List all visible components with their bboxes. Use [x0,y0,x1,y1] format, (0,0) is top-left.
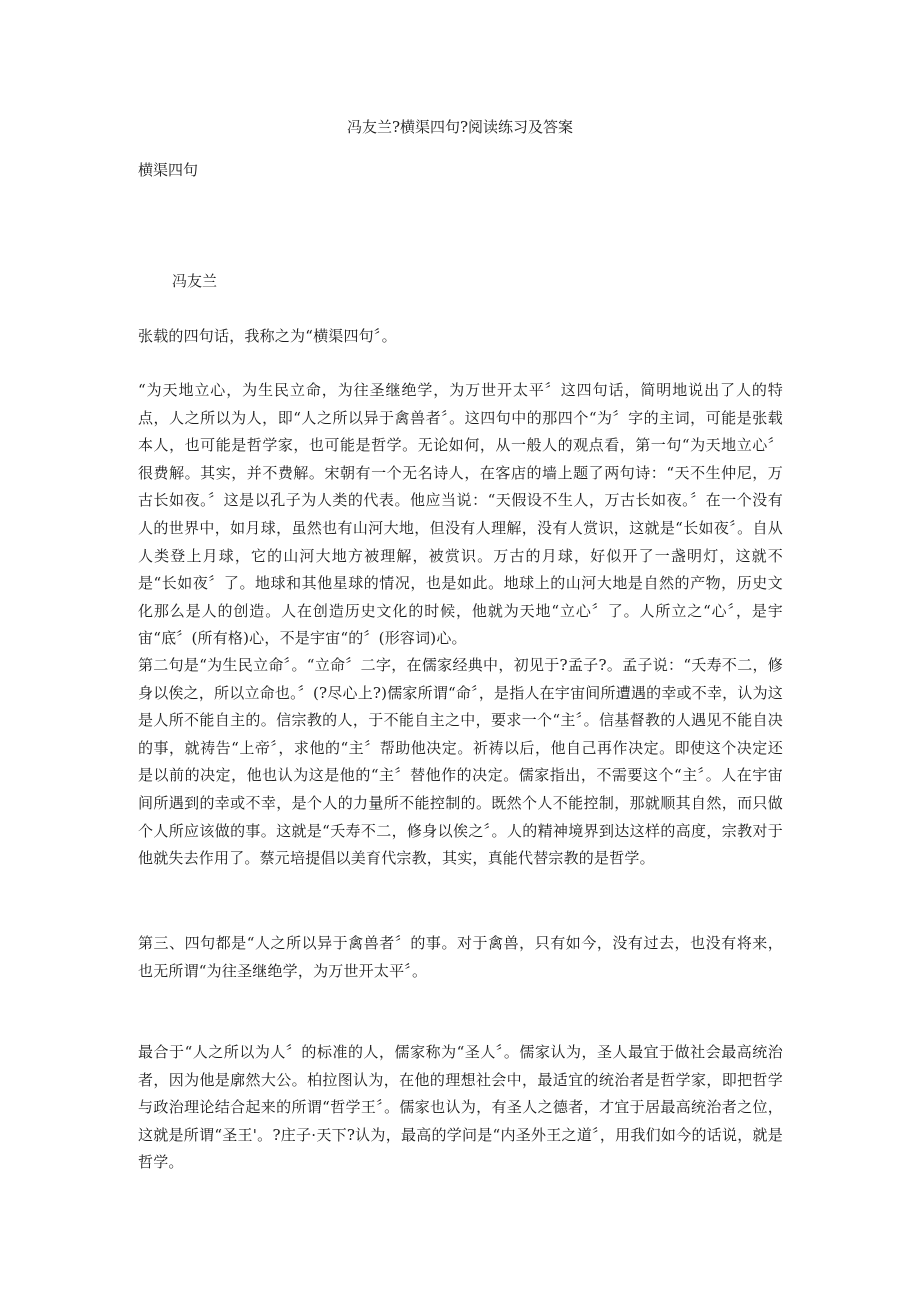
paragraph-second-sentence: 第二句是“为生民立命〞。“立命〞二字，在儒家经典中，初见于?孟子?。孟子说：“夭寿不二，修身以俟之，所以立命也。〞(?尽心上?)儒家所谓“命〞，是指人在宇宙间所遭遇的幸或不幸，认为这是人所不能自主的。信宗教的人，于不能自主之中，要求一个“主〞。信基督教的人遇见不能自决的事，就祷告“上帝〞，求他的“主〞帮助他决定。祈祷以后，他自己再作决定。即使这个决定还是以前的决定，他也认为这是他的“主〞替他作的决定。儒家指出，不需要这个“主〞。人在宇宙间所遇到的幸或不幸，是个人的力量所不能控制的。既然个人不能控制，那就顺其自然，而只做个人所应该做的事。这就是“夭寿不二，修身以俟之〞。人的精神境界到达这样的高度，宗教对于他就失去作用了。蔡元培提倡以美育代宗教，其实，真能代替宗教的是哲学。 [138,656,783,868]
paragraph-third-fourth-sentence: 第三、四句都是“人之所以异于禽兽者〞的事。对于禽兽，只有如今，没有过去，也没有将来，也无所谓“为往圣继绝学，为万世开太平〞。 [138,934,783,980]
paragraph-first-sentence: “为天地立心，为生民立命，为往圣继绝学，为万世开太平〞这四句话，简明地说出了人的特点，人之所以为人，即“人之所以异于禽兽者〞。这四句中的那四个“为〞字的主词，可能是张载本人，也可能是哲学家，也可能是哲学。无论如何，从一般人的观点看，第一句“为天地立心〞很费解。其实，并不费解。宋朝有一个无名诗人，在客店的墙上题了两句诗：“天不生仲尼，万古长如夜。〞这是以孔子为人类的代表。他应当说：“天假设不生人，万古长如夜。〞在一个没有人的世界中，如月球，虽然也有山河大地，但没有人理解，没有人赏识，这就是“长如夜〞。自从人类登上月球，它的山河大地方被理解，被赏识。万古的月球，好似开了一盏明灯，这就不是“长如夜〞了。地球和其他星球的情况，也是如此。地球上的山河大地是自然的产物，历史文化那么是人的创造。人在创造历史文化的时候，他就为天地“立心〞了。人所立之“心〞，是宇宙“底〞(所有格)心，不是宇宙“的〞(形容词)心。 [138,381,783,648]
paragraph-sage: 最合于“人之所以为人〞的标准的人，儒家称为“圣人〞。儒家认为，圣人最宜于做社会最高统治者，因为他是廓然大公。柏拉图认为，在他的理想社会中，最适宜的统治者是哲学家，即把哲学与政治理论结合起来的所谓“哲学王〞。儒家也认为，有圣人之德者，才宜于居最高统治者之位，这就是所谓“圣王'。?庄子·天下?认为，最高的学问是“内圣外王之道〞，用我们如今的话说，就是哲学。 [138,1043,783,1172]
paragraph-intro: 张载的四句话，我称之为“横渠四句〞。 [138,327,397,345]
document-title: 冯友兰?横渠四句?阅读练习及答案 [346,118,574,136]
author-name: 冯友兰 [172,272,218,290]
article-title: 横渠四句 [138,161,199,179]
